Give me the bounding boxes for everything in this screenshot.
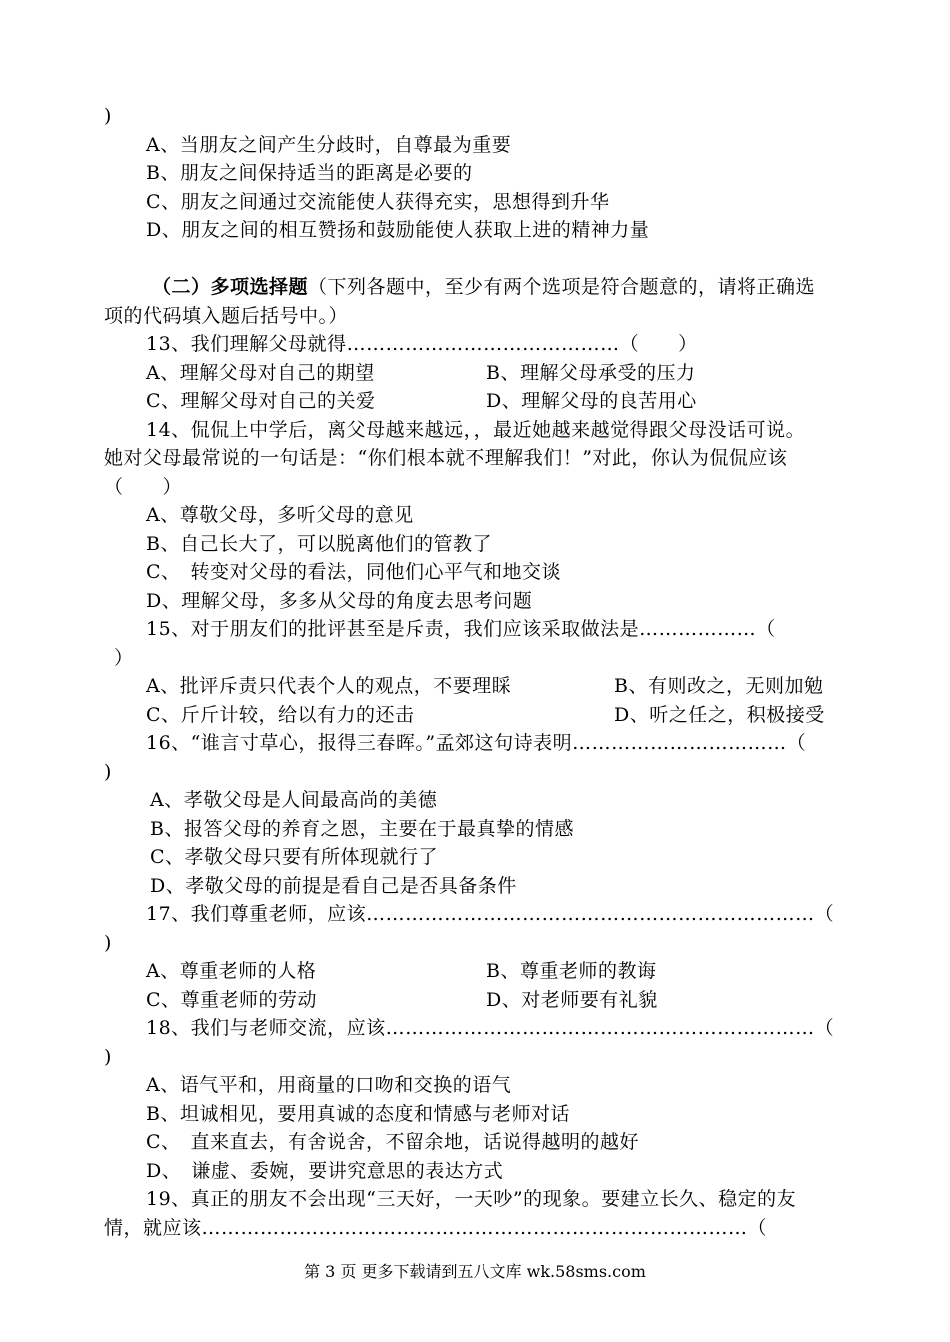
option-b: B、自己长大了，可以脱离他们的管教了 bbox=[146, 533, 492, 555]
answer-bracket-close: ) bbox=[104, 932, 112, 954]
option-d: D、听之任之，积极接受 bbox=[614, 704, 825, 726]
section-title: （二）多项选择题 bbox=[152, 276, 309, 298]
option-d: D、理解父母的良苦用心 bbox=[486, 390, 697, 412]
option-c: C、理解父母对自己的关爱 bbox=[146, 390, 376, 412]
option-b: B、朋友之间保持适当的距离是必要的 bbox=[146, 162, 473, 184]
option-a: A、尊敬父母，多听父母的意见 bbox=[146, 504, 414, 526]
question-13: 13、我们理解父母就得……………………………………（ ） bbox=[146, 333, 698, 355]
question-18: 18、我们与老师交流，应该…………………………………………………………（ bbox=[146, 1017, 835, 1039]
answer-bracket-close: ) bbox=[104, 761, 112, 783]
option-b: B、理解父母承受的压力 bbox=[486, 362, 696, 384]
section-intro bbox=[104, 275, 815, 299]
option-d: D、孝敬父母的前提是看自己是否具备条件 bbox=[150, 875, 517, 897]
question-17: 17、我们尊重老师，应该……………………………………………………………（ bbox=[146, 903, 835, 925]
option-d: D、朋友之间的相互赞扬和鼓励能使人获取上进的精神力量 bbox=[146, 219, 650, 241]
question-19: 19、真正的朋友不会出现“三天好，一天吵”的现象。要建立长久、稳定的友 bbox=[146, 1188, 797, 1210]
page-footer: 第 3 页 更多下载请到五八文库 wk.58sms.com bbox=[304, 1262, 646, 1281]
question-14: 14、侃侃上中学后，离父母越来越远，，最近她越来越觉得跟父母没话可说。 bbox=[146, 419, 806, 441]
option-a: A、语气平和，用商量的口吻和交换的语气 bbox=[146, 1074, 512, 1096]
option-b: B、报答父母的养育之恩，主要在于最真挚的情感 bbox=[150, 818, 574, 840]
option-c: C、 转变对父母的看法，同他们心平气和地交谈 bbox=[146, 561, 562, 583]
option-b: B、坦诚相见，要用真诚的态度和情感与老师对话 bbox=[146, 1103, 570, 1125]
option-c: C、尊重老师的劳动 bbox=[146, 989, 318, 1011]
option-c: C、孝敬父母只要有所体现就行了 bbox=[150, 846, 439, 868]
option-a: A、理解父母对自己的期望 bbox=[146, 362, 375, 384]
option-c: C、朋友之间通过交流能使人获得充实，思想得到升华 bbox=[146, 191, 610, 213]
option-a: A、当朋友之间产生分歧时，自尊最为重要 bbox=[146, 134, 512, 156]
option-b: B、有则改之，无则加勉 bbox=[614, 675, 824, 697]
section-instruction: （下列各题中，至少有两个选项是符合题意的，请将正确选 bbox=[308, 276, 816, 298]
option-b: B、尊重老师的教诲 bbox=[486, 960, 657, 982]
question-19-cont: 情，就应该…………………………………………………………………………（ bbox=[104, 1217, 768, 1239]
answer-bracket-close: ） bbox=[114, 647, 134, 669]
option-c: C、斤斤计较，给以有力的还击 bbox=[146, 704, 415, 726]
question-15: 15、对于朋友们的批评甚至是斥责，我们应该采取做法是………………（ bbox=[146, 618, 776, 640]
option-d: D、对老师要有礼貌 bbox=[486, 989, 658, 1011]
question-14-cont: 她对父母最常说的一句话是：“你们根本就不理解我们！”对此，你认为侃侃应该 bbox=[104, 447, 788, 469]
question-16: 16、“谁言寸草心，报得三春晖。”孟郊这句诗表明……………………………（ bbox=[146, 732, 807, 754]
answer-bracket: （ ） bbox=[104, 476, 183, 498]
option-d: D、理解父母，多多从父母的角度去思考问题 bbox=[146, 590, 533, 612]
option-a: A、尊重老师的人格 bbox=[146, 960, 317, 982]
option-d: D、 谦虚、委婉，要讲究意思的表达方式 bbox=[146, 1160, 504, 1182]
text-line: ) bbox=[104, 105, 112, 127]
section-instruction-cont: 项的代码填入题后括号中。） bbox=[104, 305, 349, 327]
answer-bracket-close: ) bbox=[104, 1046, 112, 1068]
option-a: A、批评斥责只代表个人的观点，不要理睬 bbox=[146, 675, 512, 697]
option-c: C、 直来直去，有舍说舍，不留余地，话说得越明的越好 bbox=[146, 1131, 640, 1153]
option-a: A、孝敬父母是人间最高尚的美德 bbox=[150, 789, 438, 811]
